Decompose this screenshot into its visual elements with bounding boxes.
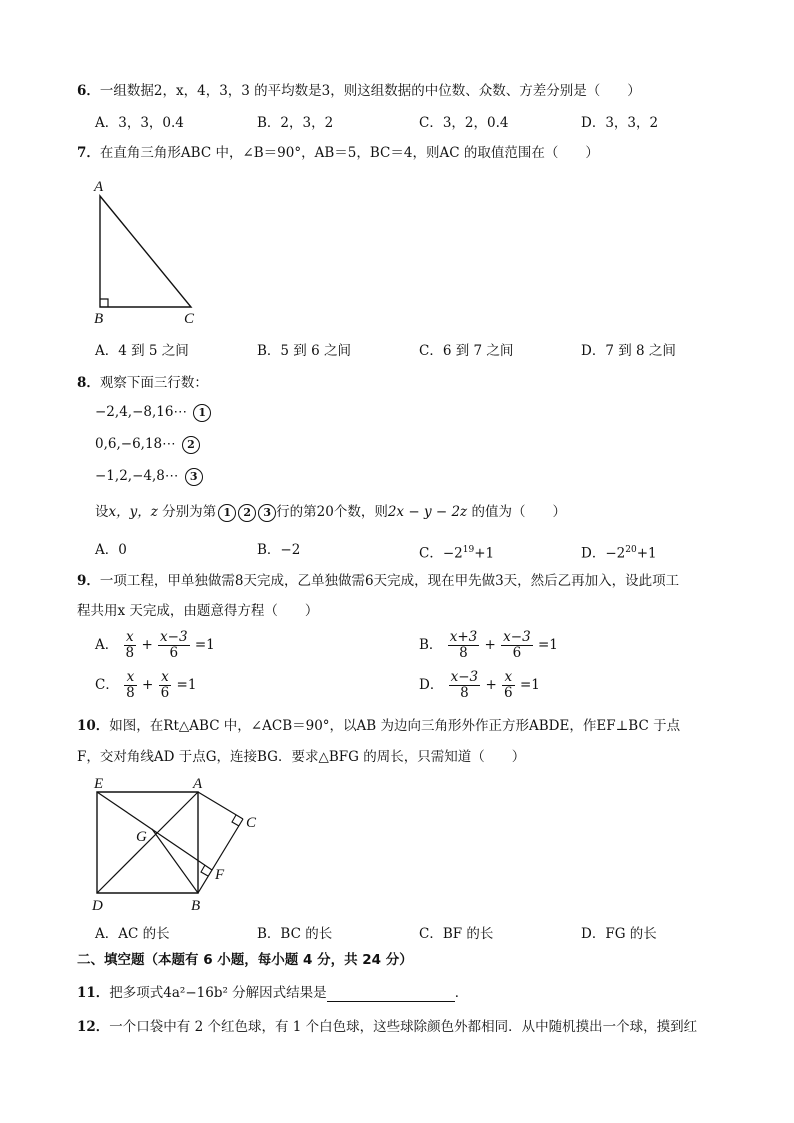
q9-option-d [419, 670, 540, 701]
q8-option-a: A．0 [95, 542, 127, 558]
q8-option-d [581, 541, 657, 563]
q6-option-d: D．3，3，2 [581, 115, 659, 131]
q7-option-b: B．5 到 6 之间 [257, 343, 351, 359]
q9-b-label: B． [419, 637, 443, 653]
label-c: C [246, 815, 257, 831]
equals-one: =1 [537, 637, 558, 653]
q6-number: 6． [77, 83, 100, 99]
q7-number: 7． [77, 145, 100, 161]
q9-option-c [95, 670, 196, 701]
q8-q-mid: 分别为第 [157, 504, 217, 520]
q12-number: 12． [77, 1019, 110, 1035]
q8-option-d-base: D．−2 [581, 545, 626, 562]
q8-row-2 [95, 435, 200, 454]
q6-option-b: B．2，3，2 [257, 115, 334, 131]
q9-stem-line1 [77, 572, 679, 590]
label-f: F [215, 867, 225, 883]
q7-triangle-figure [88, 176, 208, 326]
q11-end: ． [454, 985, 469, 1001]
q8-row-1 [95, 403, 211, 422]
circled-3-icon: 3 [185, 468, 203, 486]
q6-option-a: A．3，3，0.4 [95, 115, 184, 131]
denominator: 8 [125, 645, 135, 661]
q8-q-pre: 设 [95, 504, 109, 520]
q8-option-c [419, 541, 494, 563]
q8-q-end: 的值为（ ） [467, 504, 566, 520]
q7-option-d: D．7 到 8 之间 [581, 343, 676, 359]
q8-number: 8． [77, 375, 100, 391]
label-d: D [92, 898, 103, 914]
q8-row-3-text: −1,2,−4,8⋯ [95, 468, 179, 484]
label-b: B [191, 898, 201, 914]
circled-2-icon: 2 [238, 504, 256, 522]
segment-bg [152, 829, 198, 893]
label-c: C [184, 311, 195, 326]
q10-option-c: C．BF 的长 [419, 926, 494, 942]
fraction [501, 630, 533, 661]
fraction [124, 630, 137, 661]
numerator: x [124, 670, 137, 686]
q10-stem-line1 [77, 717, 680, 735]
q8-question [95, 503, 566, 522]
q7-stem [77, 144, 599, 162]
q9-text-1: 一项工程，甲单独做需8天完成，乙单独做需6天完成，现在甲先做3天，然后乙再加入，设此项工 [99, 573, 680, 589]
q8-q-vars: x，y，z [108, 504, 158, 520]
denominator: 8 [460, 685, 469, 701]
numerator: x [124, 630, 137, 646]
fraction [158, 630, 190, 661]
q8-option-c-exp: 19 [462, 545, 475, 555]
denominator: 6 [504, 685, 513, 701]
plus: + [485, 677, 497, 693]
denominator: 6 [512, 645, 522, 661]
q10-square-figure [88, 772, 268, 917]
answer-blank[interactable] [327, 987, 455, 1002]
numerator: x [502, 670, 515, 686]
q12-stem [77, 1018, 697, 1036]
circled-3-icon: 3 [258, 504, 276, 522]
segment-ac [198, 792, 243, 819]
q10-number: 10． [77, 718, 110, 734]
q12-text: 一个口袋中有 2 个红色球，有 1 个白色球，这些球除颜色外都相同．从中随机摸出一个球，摸到红 [109, 1019, 698, 1035]
numerator: x+3 [449, 629, 478, 645]
right-angle-mark-b [100, 299, 108, 307]
circled-1-icon: 1 [218, 504, 236, 522]
denominator: 6 [160, 685, 170, 701]
q10-option-a: A．AC 的长 [95, 926, 170, 942]
fraction [159, 670, 172, 701]
denominator: 8 [126, 685, 135, 701]
q8-q-post: 行的第20个数，则 [276, 504, 388, 520]
q7-option-c: C．6 到 7 之间 [419, 343, 514, 359]
q9-number: 9． [77, 573, 100, 589]
q7-option-a: A．4 到 5 之间 [95, 343, 189, 359]
q8-q-expr: 2x − y − 2z [387, 504, 468, 520]
plus: + [141, 637, 153, 653]
q8-row-3 [95, 467, 203, 486]
q10-text-1: 如图，在Rt△ABC 中，∠ACB＝90°，以AB 为边向三角形外作正方形ABDE，作EF⊥BC 于点 [109, 718, 681, 734]
numerator: x−3 [450, 669, 479, 685]
q9-option-a [95, 630, 215, 661]
q8-option-c-tail: +1 [474, 545, 495, 562]
q10-option-b: B．BC 的长 [257, 926, 333, 942]
equals-one: =1 [176, 677, 197, 693]
label-e: E [94, 776, 104, 792]
q7-text: 在直角三角形ABC 中，∠B＝90°，AB＝5，BC＝4，则AC 的取值范围在（ ） [99, 145, 599, 161]
fraction [502, 670, 515, 701]
circled-1-icon: 1 [193, 404, 211, 422]
numerator: x−3 [503, 629, 531, 645]
q8-option-d-exp: 20 [625, 545, 637, 555]
q8-option-b: B．−2 [257, 542, 301, 558]
diagonal-ad [97, 792, 198, 893]
q8-option-d-tail: +1 [636, 545, 657, 562]
numerator: x−3 [160, 629, 188, 645]
denominator: 8 [459, 645, 468, 661]
q11-number: 11． [77, 985, 110, 1001]
segment-ef [97, 792, 212, 870]
q6-option-c: C．3，2，0.4 [419, 115, 509, 131]
q8-text: 观察下面三行数： [99, 375, 208, 391]
q11-stem [77, 984, 468, 1002]
q8-row-1-text: −2,4,−8,16⋯ [95, 404, 187, 420]
plus: + [142, 677, 154, 693]
fraction [449, 670, 481, 701]
q10-stem-line2: F，交对角线AD 于点G，连接BG．要求△BFG 的周长，只需知道（ ） [77, 749, 526, 765]
q9-c-label: C． [95, 677, 119, 693]
plus: + [484, 637, 496, 653]
q9-a-label: A． [95, 637, 119, 653]
q9-stem-line2: 程共用x 天完成，由题意得方程（ ） [77, 603, 319, 619]
section-heading-fill-in: 二、填空题（本题有 6 小题，每小题 4 分，共 24 分） [77, 952, 413, 968]
equals-one: =1 [519, 677, 540, 693]
q9-option-b [419, 630, 558, 661]
q6-stem [77, 82, 641, 100]
triangle-abc [100, 196, 191, 307]
q8-stem [77, 374, 208, 392]
label-b: B [94, 311, 104, 326]
q6-text: 一组数据2，x，4，3，3 的平均数是3，则这组数据的中位数、众数、方差分别是（ ） [99, 83, 641, 99]
q8-option-c-base: C．−2 [419, 545, 463, 562]
q11-text: 把多项式4a²−16b² 分解因式结果是 [109, 985, 327, 1001]
q8-row-2-text: 0,6,−6,18⋯ [95, 436, 176, 452]
circled-2-icon: 2 [182, 436, 200, 454]
fraction [124, 670, 137, 701]
q9-d-label: D． [419, 677, 444, 693]
equals-one: =1 [194, 637, 215, 653]
q10-option-d: D．FG 的长 [581, 926, 657, 942]
fraction [448, 630, 480, 661]
numerator: x [159, 670, 172, 686]
label-a: A [94, 179, 104, 195]
denominator: 6 [169, 645, 179, 661]
label-g: G [136, 829, 147, 845]
label-a: A [193, 776, 203, 792]
